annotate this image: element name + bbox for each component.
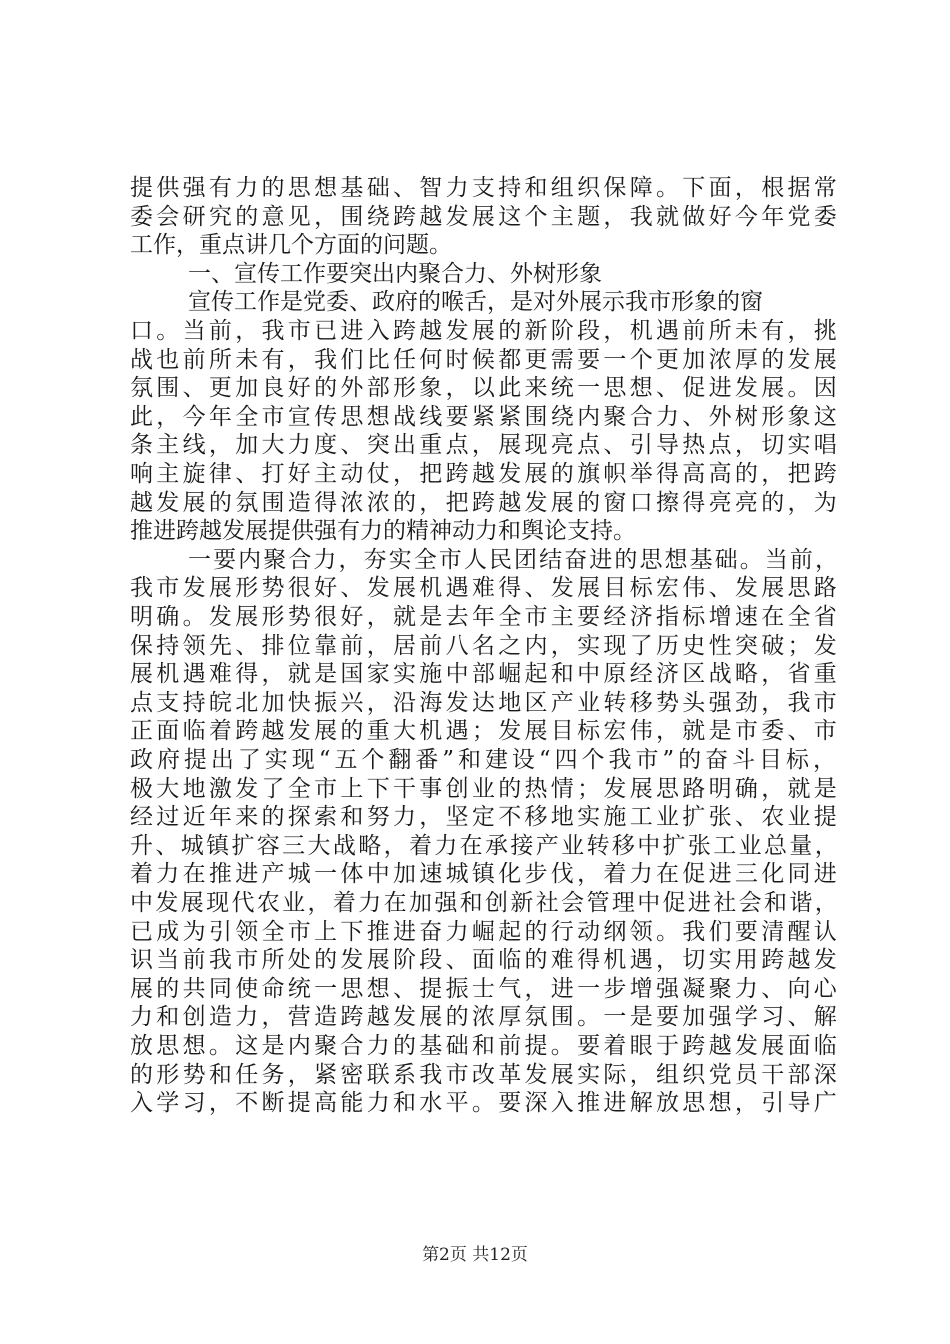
text-line: 明确。发展形势很好，就是去年全市主要经济指标增速在全省 <box>130 604 841 630</box>
text-line: 展的共同使命统一思想、提振士气，进一步增强凝聚力、向心 <box>130 975 841 1002</box>
text-line: 一要内聚合力，夯实全市人民团结奋进的思想基础。当前， <box>188 546 841 573</box>
text-line: 入学习，不断提高能力和水平。要深入推进解放思想，引导广 <box>130 1090 841 1117</box>
text-line: 的形势和任务，紧密联系我市改革发展实际，组织党员干部深 <box>130 1061 841 1088</box>
text-line: 识当前我市所处的发展阶段、面临的难得机遇，切实用跨越发 <box>130 947 841 974</box>
text-line: 推进跨越发展提供强有力的精神动力和舆论支持。 <box>130 518 636 545</box>
section-heading: 一、宣传工作要突出内聚合力、外树形象 <box>188 260 602 287</box>
text-line: 我市发展形势很好、发展机遇难得、发展目标宏伟、发展思路 <box>130 575 841 602</box>
text-line: 越发展的氛围造得浓浓的，把跨越发展的窗口擦得亮亮的，为 <box>130 489 841 516</box>
text-line: 放思想。这是内聚合力的基础和前提。要着眼于跨越发展面临 <box>130 1033 841 1059</box>
text-line: 工作，重点讲几个方面的问题。 <box>130 232 452 259</box>
text-line: 提供强有力的思想基础、智力支持和组织保障。下面，根据常 <box>130 175 841 201</box>
text-line: 保持领先、排位靠前，居前八名之内，实现了历史性突破；发 <box>130 632 841 659</box>
text-line: 展机遇难得，就是国家实施中部崛起和中原经济区战略，省重 <box>130 661 841 688</box>
text-line: 氛围、更加良好的外部形象，以此来统一思想、促进发展。因 <box>130 375 841 402</box>
text-line: 委会研究的意见，围绕跨越发展这个主题，我就做好今年党委 <box>130 203 841 230</box>
text-line: 着力在推进产城一体中加速城镇化步伐，着力在促进三化同进 <box>130 861 841 888</box>
text-line: 战也前所未有，我们比任何时候都更需要一个更加浓厚的发展 <box>130 346 841 373</box>
text-line: 此，今年全市宣传思想战线要紧紧围绕内聚合力、外树形象这 <box>130 403 841 430</box>
text-line: 政府提出了实现“五个翻番”和建设“四个我市”的奋斗目标， <box>130 747 840 773</box>
text-line: 已成为引领全市上下推进奋力崛起的行动纲领。我们要清醒认 <box>130 918 841 945</box>
text-line: 极大地激发了全市上下干事创业的热情；发展思路明确，就是 <box>130 775 841 802</box>
text-line: 中发展现代农业，着力在加强和创新社会管理中促进社会和谐， <box>130 890 841 916</box>
text-line: 条主线，加大力度、突出重点，展现亮点、引导热点，切实唱 <box>130 432 841 459</box>
text-line: 力和创造力，营造跨越发展的浓厚氛围。一是要加强学习、解 <box>130 1004 841 1031</box>
text-line: 宣传工作是党委、政府的喉舌，是对外展示我市形象的窗 <box>188 289 763 316</box>
text-line: 升、城镇扩容三大战略，着力在承接产业转移中扩张工业总量， <box>130 832 841 859</box>
text-line: 口。当前，我市已进入跨越发展的新阶段，机遇前所未有，挑 <box>130 318 841 344</box>
text-line: 响主旋律、打好主动仗，把跨越发展的旗帜举得高高的，把跨 <box>130 461 841 487</box>
text-line: 正面临着跨越发展的重大机遇；发展目标宏伟，就是市委、市 <box>130 718 841 745</box>
text-line: 经过近年来的探索和努力，坚定不移地实施工业扩张、农业提 <box>130 804 841 831</box>
page-number-footer: 第2页 共12页 <box>422 1245 528 1265</box>
text-line: 点支持皖北加快振兴，沿海发达地区产业转移势头强劲，我市 <box>130 689 841 716</box>
